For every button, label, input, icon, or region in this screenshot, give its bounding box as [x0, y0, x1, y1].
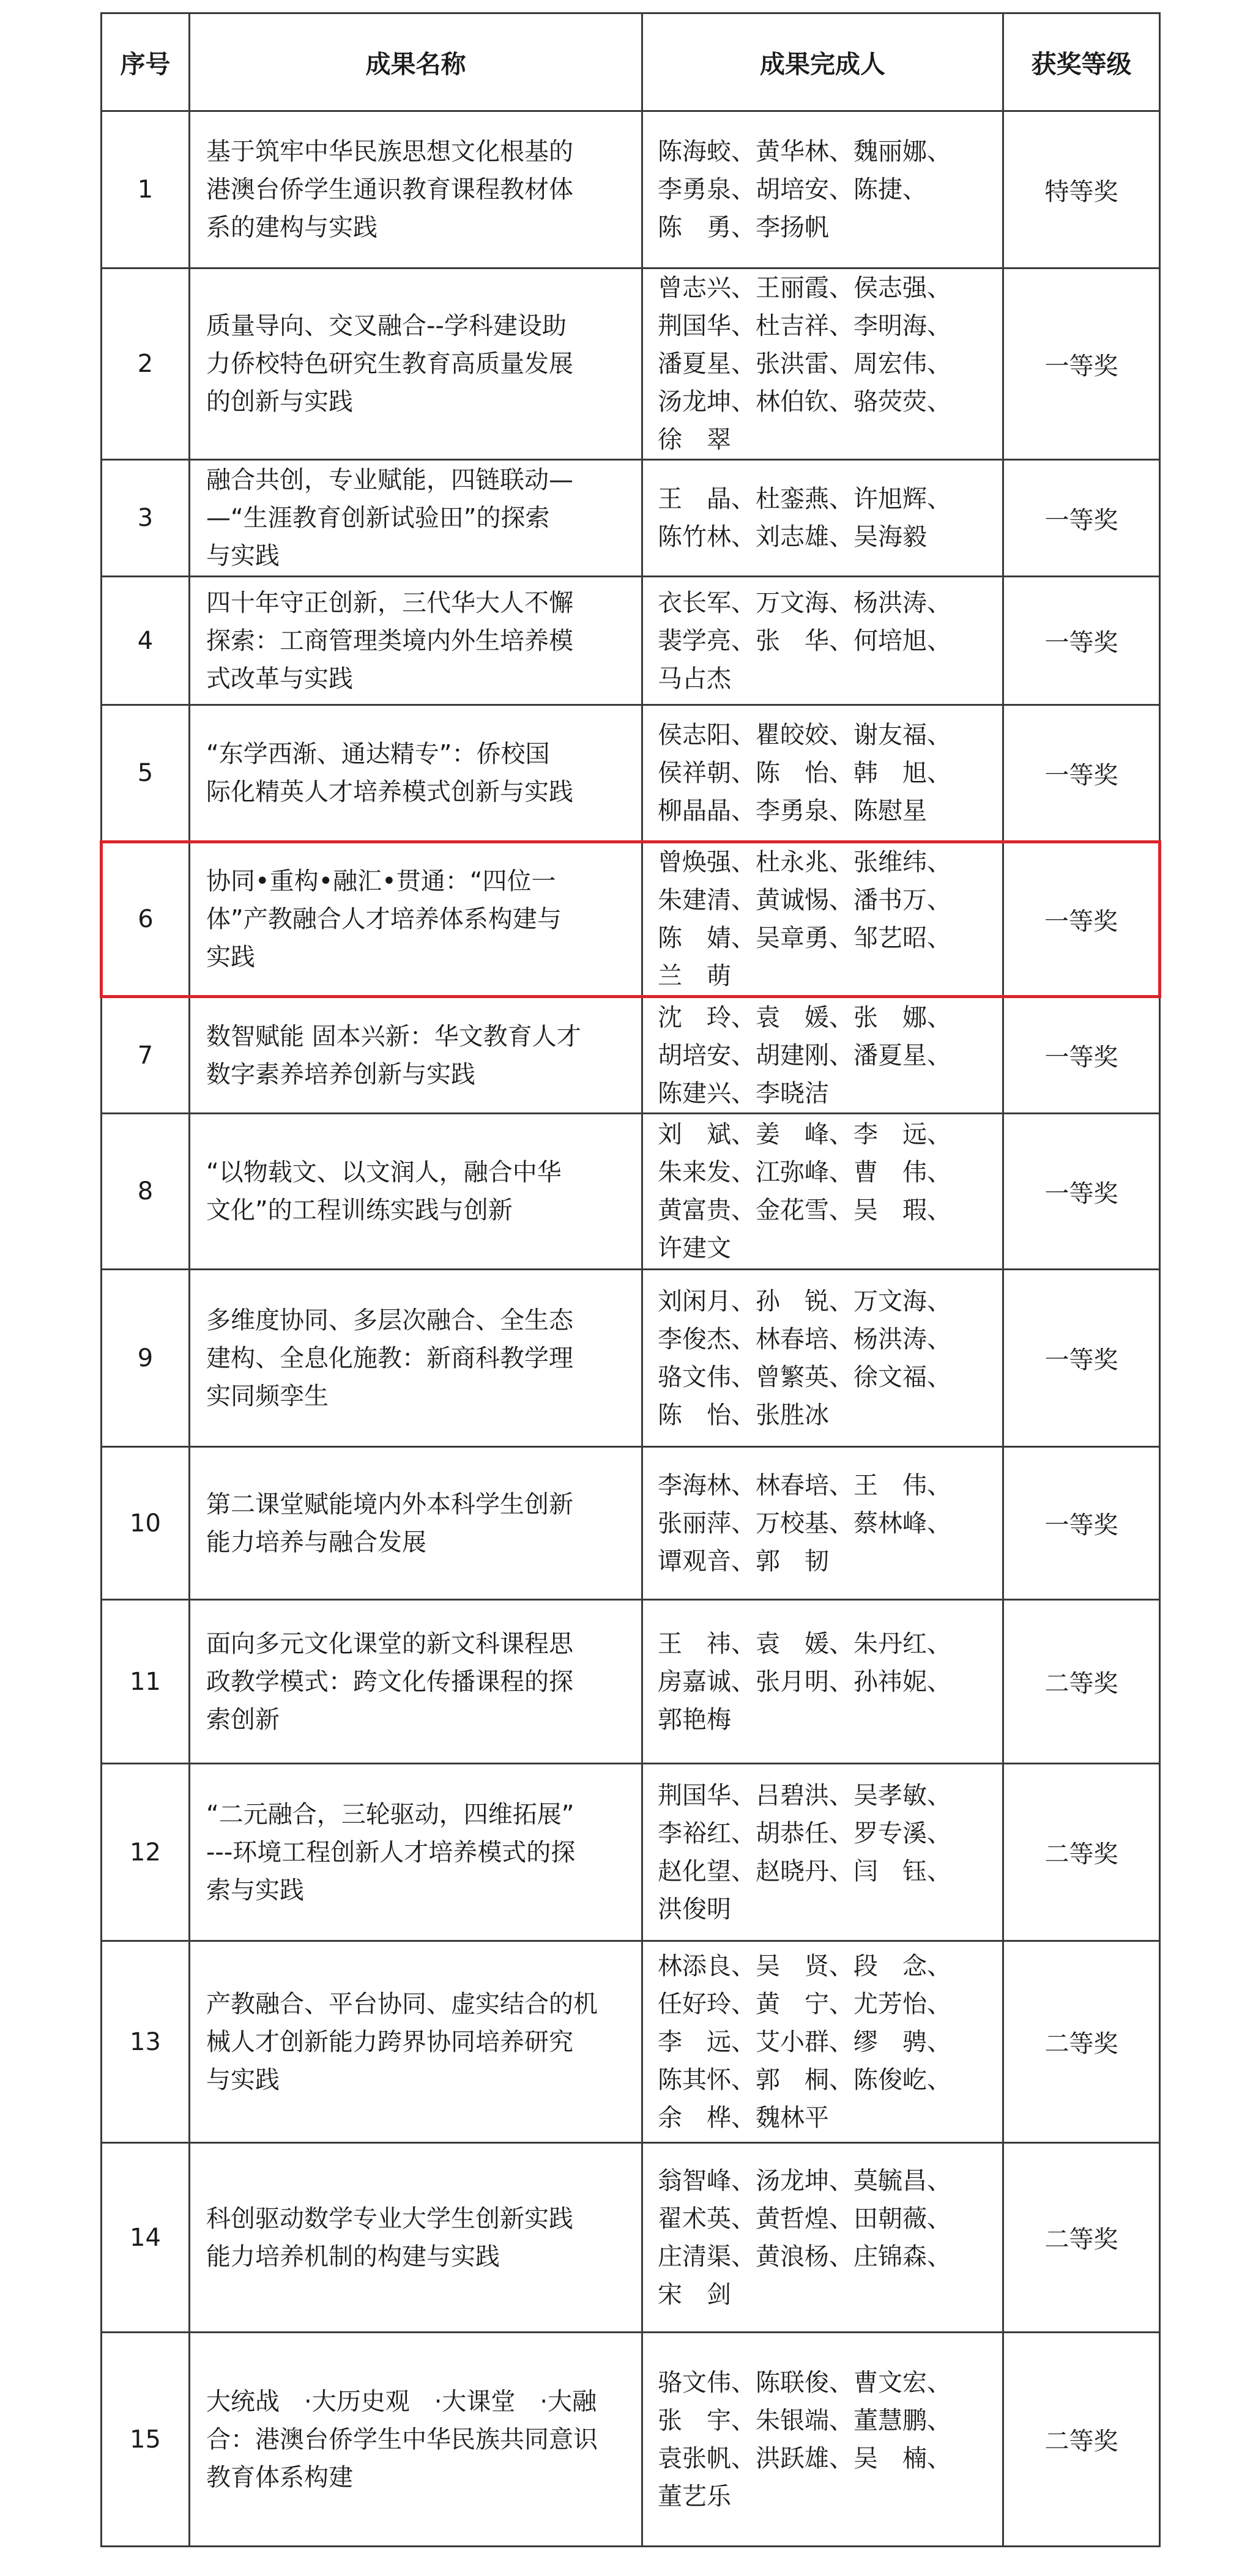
completers-line: 许建文: [658, 1234, 731, 1262]
award-level-cell: 一等奖: [1003, 1447, 1160, 1600]
completers-cell: [642, 2143, 1003, 2333]
table-body: [102, 111, 1160, 2547]
achievement-name-line: 际化精英人才培养模式创新与实践: [206, 778, 573, 806]
achievement-name-cell: [190, 1270, 642, 1447]
serial-number-cell: 5: [102, 705, 190, 842]
achievement-name-line: 基于筑牢中华民族思想文化根基的: [206, 138, 573, 166]
award-level-cell: 一等奖: [1003, 842, 1160, 997]
award-level-cell: 一等奖: [1003, 705, 1160, 842]
serial-number-cell: 8: [102, 1114, 190, 1270]
award-level-cell: 一等奖: [1003, 268, 1160, 460]
achievement-name-line: 文化”的工程训练实践与创新: [206, 1196, 513, 1224]
achievement-name-line: 的创新与实践: [206, 388, 353, 416]
table-row: [102, 460, 1160, 577]
achievement-name-line: 协同•重构•融汇•贯通：“四位一: [206, 867, 556, 895]
completers-line: 洪俊明: [658, 1895, 731, 1923]
achievement-name-line: 多维度协同、多层次融合、全生态: [206, 1306, 573, 1334]
achievement-name-cell: [190, 1114, 642, 1270]
completers-line: 陈 婧、吴章勇、邹艺昭、: [658, 924, 951, 952]
completers-line: 刘 斌、姜 峰、李 远、: [658, 1120, 951, 1149]
completers-line: 裴学亮、张 华、何培旭、: [658, 626, 951, 655]
completers-line: 陈建兴、李晓洁: [658, 1079, 829, 1108]
completers-line: 陈其怀、郭 桐、陈俊屹、: [658, 2065, 951, 2094]
award-level-cell: 二等奖: [1003, 2333, 1160, 2547]
completers-line: 王 祎、袁 媛、朱丹红、: [658, 1629, 951, 1658]
table-row: [102, 268, 1160, 460]
table-row: [102, 577, 1160, 705]
achievement-name-line: 数智赋能 固本兴新：华文教育人才: [206, 1022, 581, 1051]
award-level-cell: 二等奖: [1003, 1764, 1160, 1941]
header-achievement-name: 成果名称: [190, 13, 642, 111]
table-row: [102, 2333, 1160, 2547]
completers-line: 黄富贵、金花雪、吴 瑕、: [658, 1196, 951, 1224]
achievement-name-line: 能力培养与融合发展: [206, 1528, 426, 1556]
serial-number-cell: 4: [102, 577, 190, 705]
award-level-cell: 一等奖: [1003, 577, 1160, 705]
achievement-name-cell: [190, 2143, 642, 2333]
header-completers: 成果完成人: [642, 13, 1003, 111]
table-row: [102, 1600, 1160, 1764]
completers-line: 胡培安、胡建刚、潘夏星、: [658, 1041, 951, 1070]
achievement-name-cell: [190, 2333, 642, 2547]
achievement-name-line: “以物载文、以文润人，融合中华: [206, 1158, 562, 1186]
completers-line: 侯祥朝、陈 怡、韩 旭、: [658, 759, 951, 787]
completers-line: 沈 玲、袁 媛、张 娜、: [658, 1003, 951, 1032]
achievement-name-line: 与实践: [206, 2065, 280, 2094]
award-level-cell: 特等奖: [1003, 111, 1160, 268]
completers-cell: [642, 268, 1003, 460]
completers-line: 侯志阳、瞿皎姣、谢友福、: [658, 721, 951, 749]
achievement-name-line: 大统战 ·大历史观 ·大课堂 ·大融: [206, 2387, 597, 2416]
achievement-name-line: 数字素养培养创新与实践: [206, 1060, 475, 1089]
table-row: [102, 1764, 1160, 1941]
completers-cell: [642, 997, 1003, 1114]
completers-line: 房嘉诚、张月明、孙祎妮、: [658, 1667, 951, 1696]
completers-line: 朱建清、黄诚惕、潘书万、: [658, 886, 951, 914]
achievement-name-cell: [190, 842, 642, 997]
completers-line: 衣长军、万文海、杨洪涛、: [658, 588, 951, 617]
serial-number-cell: 12: [102, 1764, 190, 1941]
completers-cell: [642, 111, 1003, 268]
completers-line: 翟术英、黄哲煌、田朝薇、: [658, 2204, 951, 2233]
completers-line: 荆国华、杜吉祥、李明海、: [658, 312, 951, 340]
completers-line: 陈竹林、刘志雄、吴海毅: [658, 523, 927, 551]
completers-line: 骆文伟、陈联俊、曹文宏、: [658, 2368, 951, 2397]
completers-line: 余 桦、魏林平: [658, 2103, 829, 2132]
table-row: [102, 705, 1160, 842]
completers-cell: [642, 1600, 1003, 1764]
table-row: [102, 1270, 1160, 1447]
achievement-name-line: 力侨校特色研究生教育高质量发展: [206, 350, 573, 378]
serial-number-cell: 7: [102, 997, 190, 1114]
table-row: [102, 1447, 1160, 1600]
completers-cell: [642, 1270, 1003, 1447]
award-level-cell: 二等奖: [1003, 2143, 1160, 2333]
completers-line: 刘闲月、孙 锐、万文海、: [658, 1287, 951, 1316]
table-row: [102, 997, 1160, 1114]
completers-line: 任好玲、黄 宁、尤芳怡、: [658, 1989, 951, 2018]
completers-line: 朱来发、江弥峰、曹 伟、: [658, 1158, 951, 1186]
completers-line: 董艺乐: [658, 2482, 731, 2511]
completers-line: 李海林、林春培、王 伟、: [658, 1471, 951, 1500]
awards-table: [100, 12, 1161, 2547]
award-level-cell: 一等奖: [1003, 1114, 1160, 1270]
completers-line: 陈海蛟、黄华林、魏丽娜、: [658, 138, 951, 166]
completers-line: 汤龙坤、林伯钦、骆荧荧、: [658, 388, 951, 416]
completers-line: 曾志兴、王丽霞、侯志强、: [658, 274, 951, 302]
completers-line: 宋 剑: [658, 2280, 731, 2309]
serial-number-cell: 13: [102, 1941, 190, 2143]
serial-number-cell: 14: [102, 2143, 190, 2333]
completers-line: 荆国华、吕碧洪、吴孝敏、: [658, 1781, 951, 1810]
completers-line: 林添良、吴 贤、段 念、: [658, 1952, 951, 1980]
completers-line: 李 远、艾小群、缪 骋、: [658, 2027, 951, 2056]
achievement-name-line: 融合共创，专业赋能，四链联动—: [206, 466, 573, 494]
table-row: [102, 842, 1160, 997]
completers-line: 王 晶、杜銮燕、许旭辉、: [658, 485, 951, 513]
completers-line: 张 宇、朱银端、董慧鹏、: [658, 2406, 951, 2435]
completers-cell: [642, 705, 1003, 842]
serial-number-cell: 9: [102, 1270, 190, 1447]
achievement-name-cell: [190, 268, 642, 460]
completers-line: 李俊杰、林春培、杨洪涛、: [658, 1325, 951, 1353]
completers-line: 翁智峰、汤龙坤、莫毓昌、: [658, 2166, 951, 2195]
completers-cell: [642, 1941, 1003, 2143]
achievement-name-line: 索与实践: [206, 1876, 304, 1904]
achievement-name-cell: [190, 577, 642, 705]
achievement-name-line: 械人才创新能力跨界协同培养研究: [206, 2027, 573, 2056]
achievement-name-line: ---环境工程创新人才培养模式的探: [206, 1838, 576, 1867]
table-row: [102, 2143, 1160, 2333]
achievement-name-line: 第二课堂赋能境内外本科学生创新: [206, 1490, 573, 1519]
completers-line: 骆文伟、曾繁英、徐文福、: [658, 1363, 951, 1391]
achievement-name-cell: [190, 1447, 642, 1600]
serial-number-cell: 10: [102, 1447, 190, 1600]
serial-number-cell: 6: [102, 842, 190, 997]
completers-line: 徐 翠: [658, 426, 731, 454]
completers-line: 庄清渠、黄浪杨、庄锦森、: [658, 2242, 951, 2271]
achievement-name-line: 产教融合、平台协同、虚实结合的机: [206, 1989, 598, 2018]
achievement-name-line: 合：港澳台侨学生中华民族共同意识: [206, 2425, 598, 2454]
achievement-name-line: 探索：工商管理类境内外生培养模: [206, 626, 573, 655]
achievement-name-line: 索创新: [206, 1705, 280, 1734]
achievement-name-line: 体”产教融合人才培养体系构建与: [206, 905, 562, 933]
award-level-cell: 一等奖: [1003, 460, 1160, 577]
achievement-name-line: 面向多元文化课堂的新文科课程思: [206, 1629, 573, 1658]
achievement-name-cell: [190, 460, 642, 577]
table-header-row: [102, 13, 1160, 111]
serial-number-cell: 15: [102, 2333, 190, 2547]
achievement-name-line: 实践: [206, 943, 255, 971]
achievement-name-line: “东学西渐、通达精专”：侨校国: [206, 740, 550, 768]
achievement-name-line: “二元融合，三轮驱动，四维拓展”: [206, 1800, 574, 1829]
achievement-name-cell: [190, 1941, 642, 2143]
achievement-name-line: 质量导向、交叉融合--学科建设助: [206, 312, 567, 340]
completers-line: 袁张帆、洪跃雄、吴 楠、: [658, 2444, 951, 2473]
award-level-cell: 二等奖: [1003, 1600, 1160, 1764]
completers-line: 马占杰: [658, 664, 731, 693]
achievement-name-cell: [190, 111, 642, 268]
header-serial-number: 序号: [102, 13, 190, 111]
award-level-cell: 一等奖: [1003, 997, 1160, 1114]
achievement-name-cell: [190, 1600, 642, 1764]
achievement-name-line: 政教学模式：跨文化传播课程的探: [206, 1667, 573, 1696]
completers-line: 谭观音、郭 韧: [658, 1547, 829, 1575]
table-row: [102, 1114, 1160, 1270]
completers-line: 张丽萍、万校基、蔡林峰、: [658, 1509, 951, 1538]
completers-cell: [642, 2333, 1003, 2547]
completers-line: 李裕红、胡恭任、罗专溪、: [658, 1819, 951, 1848]
serial-number-cell: 2: [102, 268, 190, 460]
table-row: [102, 1941, 1160, 2143]
completers-cell: [642, 577, 1003, 705]
completers-cell: [642, 460, 1003, 577]
completers-line: 曾焕强、杜永兆、张维纬、: [658, 848, 951, 876]
completers-cell: [642, 1114, 1003, 1270]
completers-line: 柳晶晶、李勇泉、陈慰星: [658, 797, 927, 825]
award-level-cell: 二等奖: [1003, 1941, 1160, 2143]
completers-line: 陈 怡、张胜冰: [658, 1401, 829, 1429]
achievement-name-line: 建构、全息化施教：新商科教学理: [206, 1344, 573, 1372]
achievement-name-cell: [190, 705, 642, 842]
achievement-name-line: 科创驱动数学专业大学生创新实践: [206, 2204, 573, 2233]
achievement-name-line: 教育体系构建: [206, 2463, 353, 2492]
serial-number-cell: 11: [102, 1600, 190, 1764]
completers-cell: [642, 1447, 1003, 1600]
achievement-name-line: —“生涯教育创新试验田”的探索: [206, 504, 550, 532]
achievement-name-line: 与实践: [206, 542, 280, 570]
serial-number-cell: 1: [102, 111, 190, 268]
completers-cell: [642, 842, 1003, 997]
completers-line: 潘夏星、张洪雷、周宏伟、: [658, 350, 951, 378]
completers-cell: [642, 1764, 1003, 1941]
header-award-level: 获奖等级: [1003, 13, 1160, 111]
award-level-cell: 一等奖: [1003, 1270, 1160, 1447]
completers-line: 陈 勇、李扬帆: [658, 213, 829, 242]
completers-line: 兰 萌: [658, 962, 731, 990]
achievement-name-line: 港澳台侨学生通识教育课程教材体: [206, 176, 573, 204]
table-row: [102, 111, 1160, 268]
achievement-name-cell: [190, 1764, 642, 1941]
achievement-name-line: 能力培养机制的构建与实践: [206, 2242, 500, 2271]
achievement-name-line: 系的建构与实践: [206, 213, 377, 242]
achievement-name-line: 实同频孪生: [206, 1382, 329, 1410]
completers-line: 郭艳梅: [658, 1705, 731, 1734]
completers-line: 李勇泉、胡培安、陈捷、: [658, 176, 927, 204]
achievement-name-line: 式改革与实践: [206, 664, 353, 693]
completers-line: 赵化望、赵晓丹、闫 钰、: [658, 1857, 951, 1886]
serial-number-cell: 3: [102, 460, 190, 577]
achievement-name-line: 四十年守正创新，三代华大人不懈: [206, 588, 573, 617]
achievement-name-cell: [190, 997, 642, 1114]
